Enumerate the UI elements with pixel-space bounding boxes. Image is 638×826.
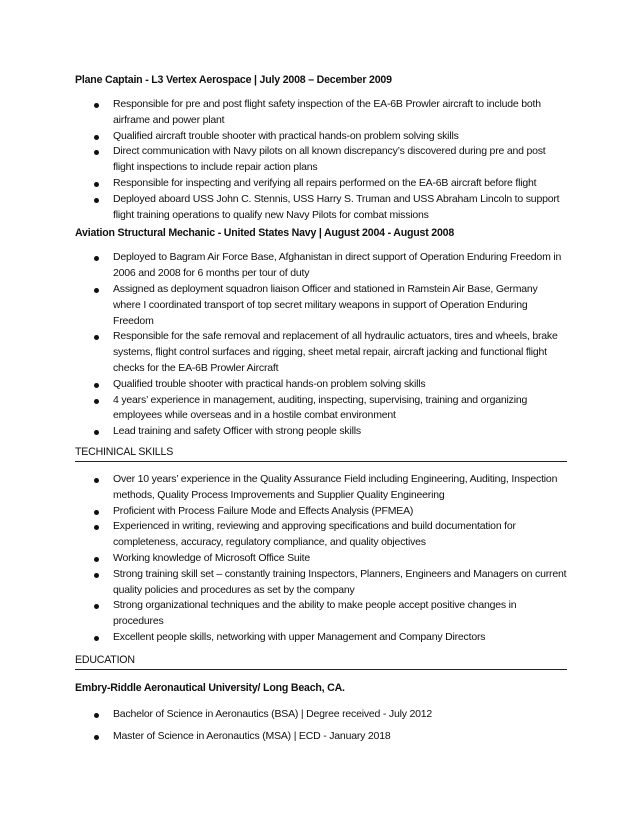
list-item: Over 10 years’ experience in the Quality Assurance Field including Engineering, Auditing, Inspection methods, Quality Process Improvements and Supplier Quality Engineering [75,472,567,504]
job-title-aviation-structural-mechanic: Aviation Structural Mechanic - United States Navy | August 2004 - August 2008 [75,227,455,240]
list-item: Bachelor of Science in Aeronautics (BSA) | Degree received - July 2012 [75,707,567,723]
school-name: Embry-Riddle Aeronautical University/ Long Beach, CA. [75,681,345,694]
list-item: Direct communication with Navy pilots on all known discrepancy’s discovered during pre and post flight inspections to include repair action plans [75,144,567,176]
education-list [75,707,567,745]
list-item: Responsible for pre and post flight safety inspection of the EA-6B Prowler aircraft to include both airframe and power plant [75,97,567,129]
section-heading-skills: TECHINICAL SKILLS [75,445,567,462]
list-item: Responsible for inspecting and verifying all repairs performed on the EA-6B aircraft before flight [75,176,567,192]
list-item: Working knowledge of Microsoft Office Suite [75,551,567,567]
list-item: Strong organizational techniques and the ability to make people accept positive changes in procedures [75,598,567,630]
list-item: Qualified trouble shooter with practical hands-on problem solving skills [75,377,567,393]
job-bullets-aviation-structural-mechanic [75,250,567,440]
job-bullets-plane-captain [75,97,567,223]
skills-list [75,472,567,646]
list-item: 4 years’ experience in management, auditing, inspecting, supervising, training and organizing employees while overseas and in a hostile combat environment [75,393,567,425]
section-heading-education: EDUCATION [75,653,567,670]
list-item: Assigned as deployment squadron liaison Officer and stationed in Ramstein Air Base, Germany where I coordinated transport of top secret military weapons in support of Operation Enduring Freedom [75,282,567,329]
resume-page [75,73,567,750]
job-title-plane-captain: Plane Captain - L3 Vertex Aerospace | July 2008 – December 2009 [75,74,392,86]
list-item: Deployed to Bagram Air Force Base, Afghanistan in direct support of Operation Enduring Freedom in 2006 and 2008 for 6 months per tour of duty [75,250,567,282]
list-item: Experienced in writing, reviewing and approving specifications and build documentation for completeness, accuracy, regulatory compliance, and quality objectives [75,519,567,551]
list-item: Strong training skill set – constantly training Inspectors, Planners, Engineers and Managers on current quality policies and procedures as set by the company [75,567,567,599]
list-item: Master of Science in Aeronautics (MSA) | ECD - January 2018 [75,729,567,745]
list-item: Proficient with Process Failure Mode and Effects Analysis (PFMEA) [75,504,567,520]
list-item: Qualified aircraft trouble shooter with practical hands-on problem solving skills [75,129,567,145]
list-item: Deployed aboard USS John C. Stennis, USS Harry S. Truman and USS Abraham Lincoln to support flight training operations to qualify new Navy Pilots for combat missions [75,192,567,224]
list-item: Lead training and safety Officer with strong people skills [75,424,567,440]
list-item: Excellent people skills, networking with upper Management and Company Directors [75,630,567,646]
list-item: Responsible for the safe removal and replacement of all hydraulic actuators, tires and wheels, brake systems, flight control surfaces and rigging, sheet metal repair, aircraft jacking and functional flight checks for the EA-6B Prowler Aircraft [75,329,567,376]
